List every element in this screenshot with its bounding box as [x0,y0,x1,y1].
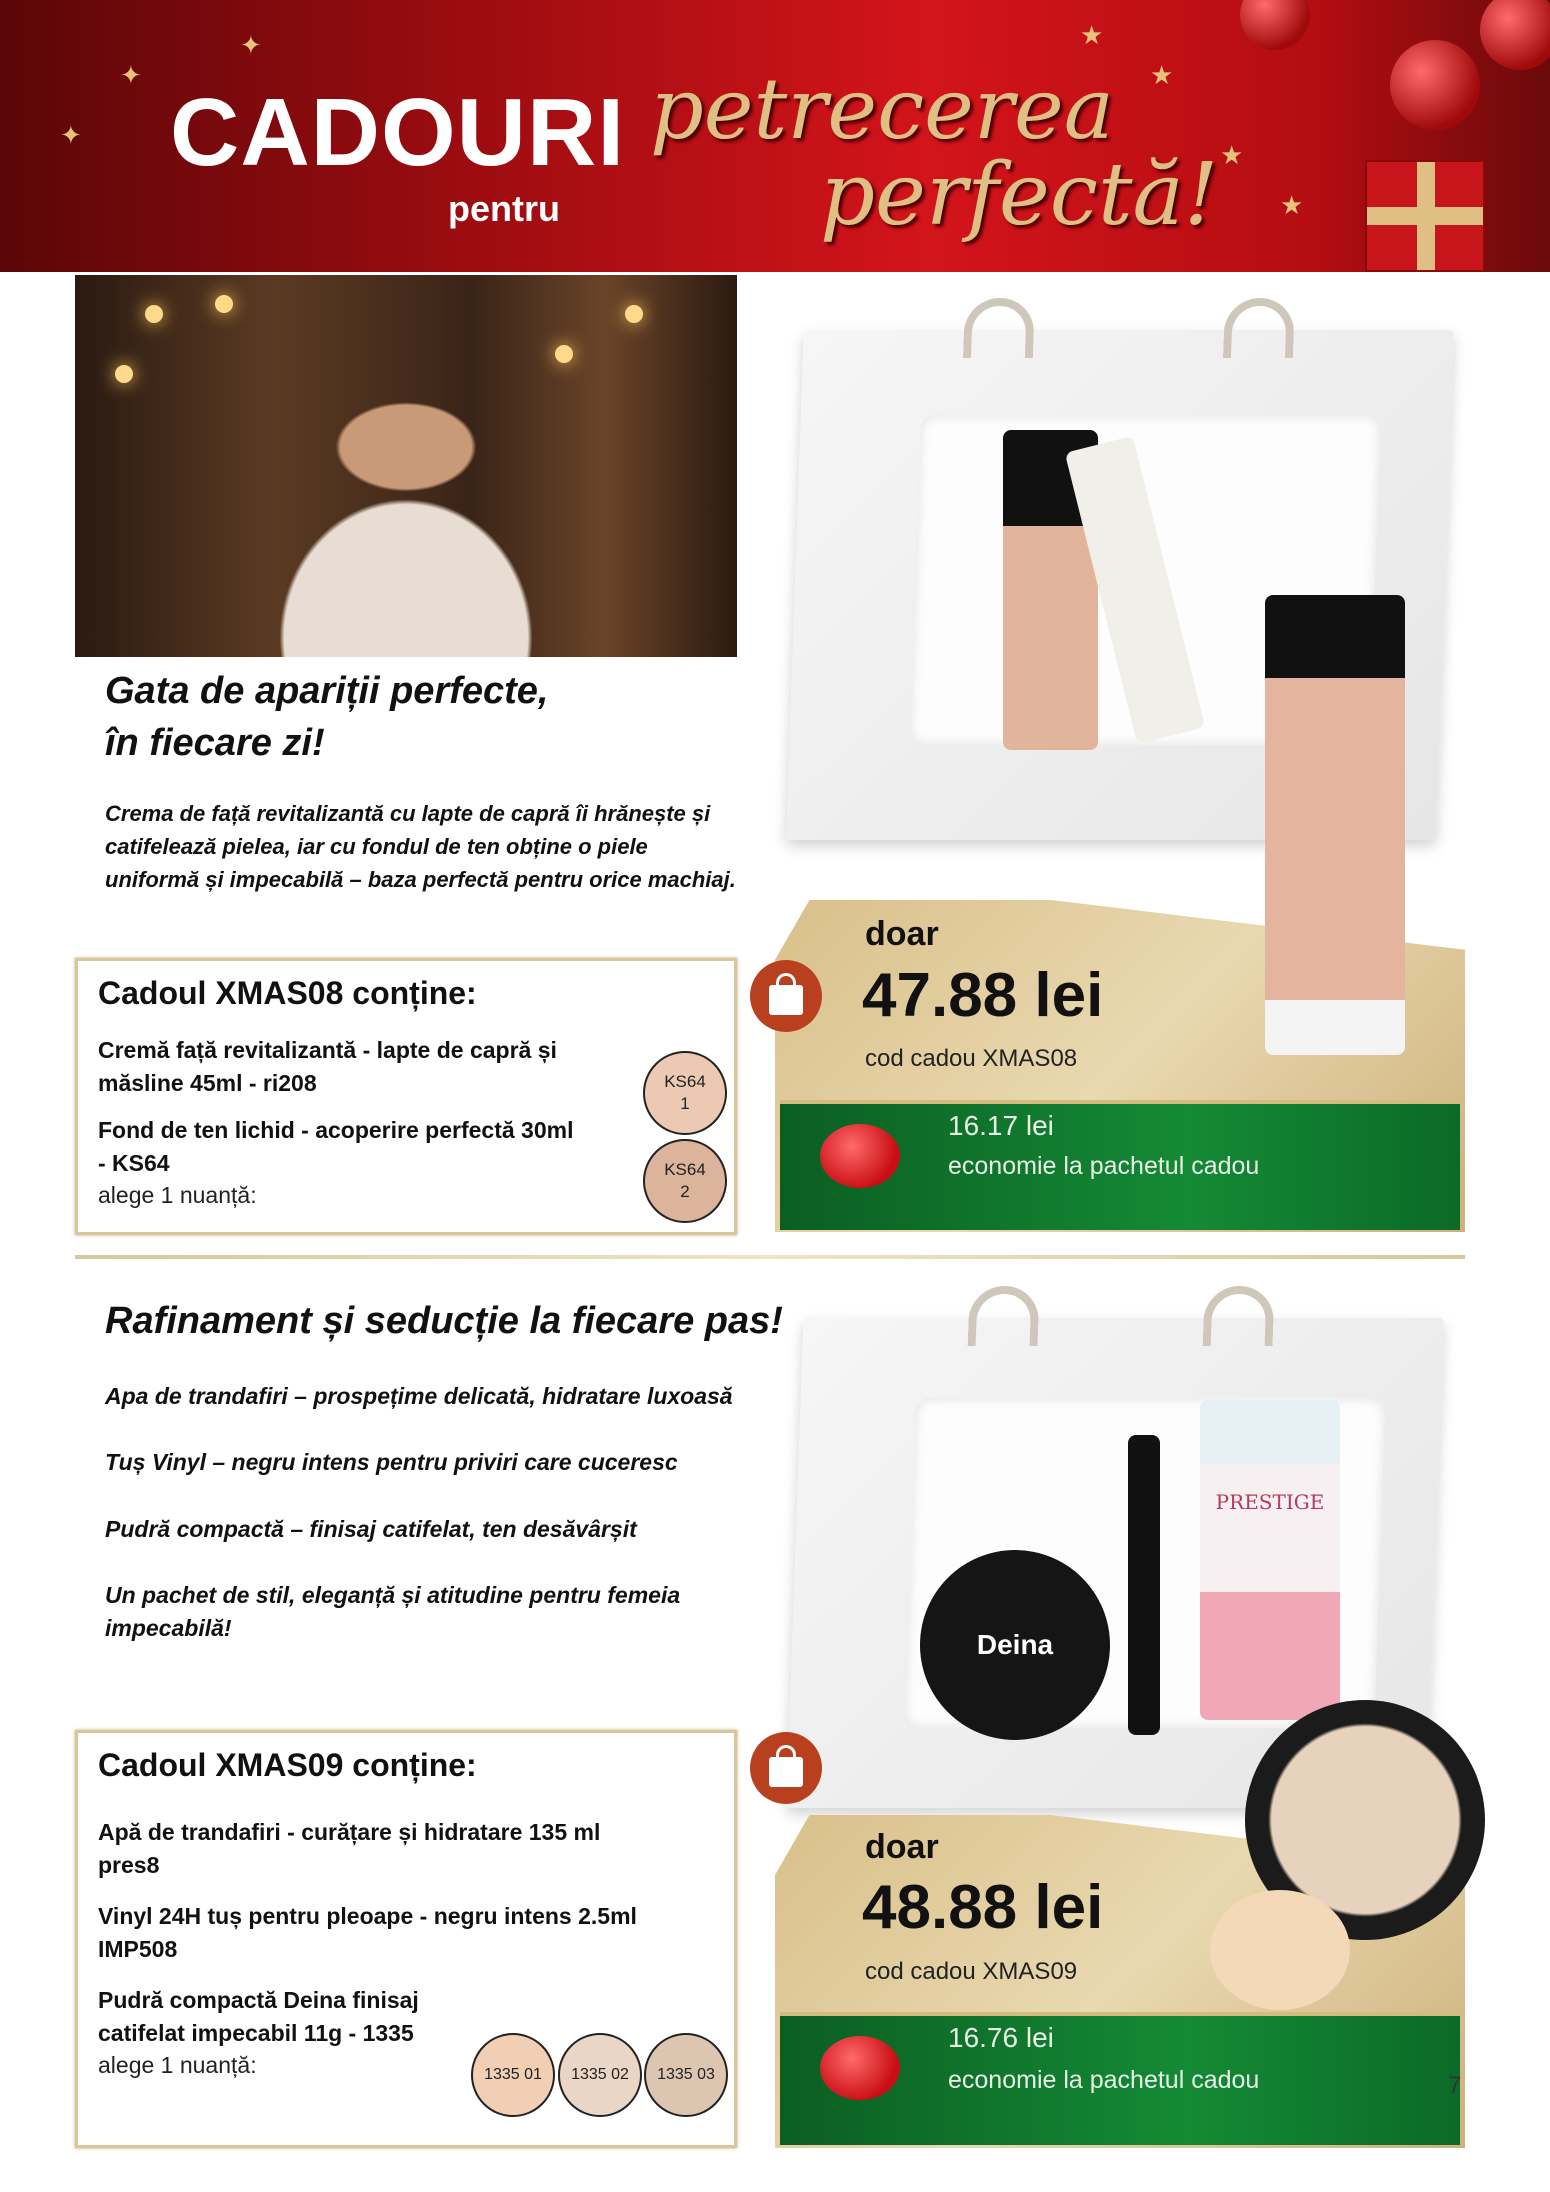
star-icon: ★ [1150,60,1174,90]
section-divider [75,1255,1465,1259]
eyeliner-image [1128,1435,1160,1735]
deina-powder-image: Deina [920,1550,1110,1740]
ornament-icon [1240,0,1310,50]
offer1-gift-code: cod cadou XMAS08 [865,1045,1078,1072]
offer1-description: Crema de față revitalizantă cu lapte de capră îi hrănește și catifelează pielea, iar cu fondul de ten obține o piele uniformă și impecabilă – baza perfectă pentru orice machiaj. [105,801,736,892]
shade-swatch-1335-02[interactable]: 1335 02 [558,2033,642,2117]
star-icon: ✦ [120,60,142,90]
banner-script-line2: perfectă! [820,145,1219,245]
offer2-item: Pudră compactă Deina finisaj catifelat impecabil 11g - 1335 [98,1987,419,2046]
offer1-savings-label: economie la pachetul cadou [948,1152,1260,1180]
shade-swatch-ks64-1[interactable]: KS64 1 [643,1051,727,1135]
offer2-savings-bar [780,2012,1460,2145]
offer2-headline: Rafinament și seducție la fiecare pas! [105,1300,783,1342]
offer1-contents-box [75,958,737,1235]
star-icon: ★ [1280,190,1304,220]
offer2-bullet: Un pachet de stil, eleganță și atitudine pentru femeia impecabilă! [105,1582,681,1641]
offer2-bullet: Pudră compactă – finisaj catifelat, ten desăvârșit [105,1516,637,1542]
offer2-doar: doar [865,1828,939,1866]
offer1-price: 47.88 lei [862,961,1104,1030]
offer1-item: Fond de ten lichid - acoperire perfectă 30ml - KS64 [98,1117,574,1176]
gift-box-icon [1365,160,1485,272]
offer1-doar: doar [865,915,939,953]
shopping-bag-icon [750,960,822,1032]
offer1-box-title: Cadoul XMAS08 conține: [98,975,477,1011]
offer2-bullet: Apa de trandafiri – prospețime delicată, hidratare luxoasă [105,1383,733,1409]
offer1-savings: 16.17 lei [948,1110,1054,1141]
sponge-image [1210,1890,1350,2010]
offer2-choose-label: alege 1 nuanță: [98,2052,257,2078]
shade-swatch-1335-03[interactable]: 1335 03 [644,2033,728,2117]
piggy-bank-icon [820,1124,900,1188]
foundation-bottle-front-image [1265,595,1405,1055]
offer2-savings-label: economie la pachetul cadou [948,2066,1260,2094]
star-icon: ✦ [240,30,262,60]
ornament-icon [1390,40,1480,130]
ornament-icon [1480,0,1550,70]
header-banner [0,0,1550,272]
rose-water-bottle-image: PRESTIGE [1200,1400,1340,1720]
star-icon: ★ [1080,20,1104,50]
offer2-savings: 16.76 lei [948,2022,1054,2053]
shade-swatch-ks64-2[interactable]: KS64 2 [643,1139,727,1223]
star-icon: ★ [1220,140,1244,170]
offer1-headline-line2: în fiecare zi! [105,722,325,764]
offer2-price: 48.88 lei [862,1873,1104,1942]
page-number: 7 [1448,2072,1462,2099]
offer1-item: Cremă față revitalizantă - lapte de capră și măsline 45ml - ri208 [98,1037,557,1096]
shopping-bag-icon [750,1732,822,1804]
shade-swatch-1335-01[interactable]: 1335 01 [471,2033,555,2117]
banner-title: CADOURI [170,79,625,186]
offer1-headline-line1: Gata de apariții perfecte, [105,670,549,712]
banner-subtitle: pentru [448,188,560,229]
offer2-box-title: Cadoul XMAS09 conține: [98,1747,477,1783]
offer2-bullet: Tuș Vinyl – negru intens pentru priviri care cuceresc [105,1449,678,1475]
piggy-bank-icon [820,2036,900,2100]
offer2-item: Vinyl 24H tuș pentru pleoape - negru intens 2.5ml IMP508 [98,1903,637,1962]
offer1-choose-label: alege 1 nuanță: [98,1182,257,1208]
banner-script-line1: petrecerea [650,60,1114,158]
offer2-item: Apă de trandafiri - curățare și hidratare 135 ml pres8 [98,1819,601,1878]
offer2-contents-box [75,1730,737,2148]
model-photo [75,275,737,657]
offer2-gift-code: cod cadou XMAS09 [865,1958,1078,1985]
offer1-savings-bar [780,1100,1460,1230]
star-icon: ✦ [60,120,82,150]
